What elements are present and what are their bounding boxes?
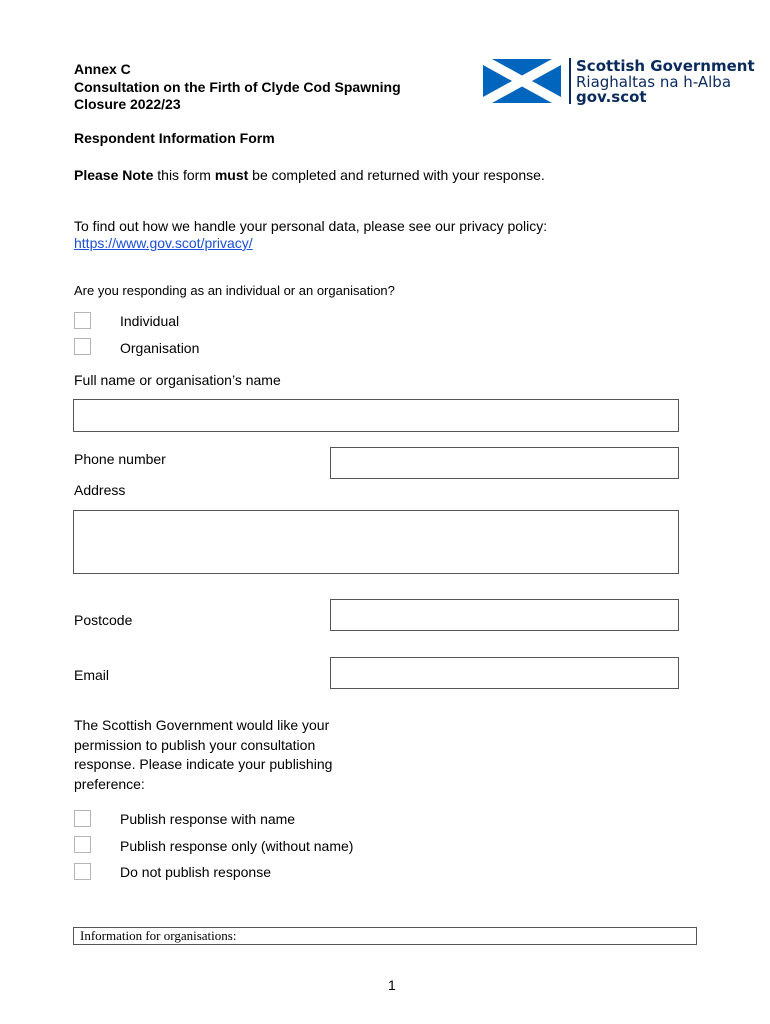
page-number: 1 [388,977,396,993]
please-note-label: Please Note [74,167,154,183]
do-not-publish-checkbox[interactable] [74,863,91,880]
scottish-government-logo [483,57,770,105]
organisation-option-label: Organisation [120,340,200,356]
logo-divider [569,58,571,104]
individual-option-label: Individual [120,313,180,329]
respondent-type-question: Are you responding as an individual or an organisation? [74,283,395,298]
consultation-title-line1: Consultation on the Firth of Clyde Cod Spawning [74,78,401,95]
publishing-text-line4: preference: [74,775,145,792]
email-field[interactable] [330,657,679,689]
saltire-flag-icon [483,59,561,103]
privacy-link[interactable]: https://www.gov.scot/privacy/ [74,235,253,251]
consultation-title-line2: Closure 2022/23 [74,96,181,112]
full-name-label: Full name or organisation’s name [74,372,281,388]
email-label: Email [74,667,110,683]
publish-with-name-checkbox[interactable] [74,810,91,827]
publishing-text-line1: The Scottish Government would like your [74,717,330,733]
full-name-field[interactable] [73,399,679,432]
address-field[interactable] [73,510,679,574]
logo-text-gaelic: Riaghaltas na h-Alba [576,73,732,91]
please-note-must: must [214,167,249,183]
do-not-publish-label: Do not publish response [120,864,271,880]
publish-without-name-label: Publish response only (without name) [120,838,354,854]
please-note-end: be completed and returned with your response. [248,167,545,183]
please-note-text [74,167,545,184]
logo-text-english: Scottish Government [576,57,755,75]
document-header [74,61,454,114]
publish-with-name-label: Publish response with name [120,811,296,827]
postcode-field[interactable] [330,599,679,631]
postcode-label: Postcode [74,612,133,628]
organisations-info-box: Information for organisations: [73,927,697,945]
please-note-mid: this form [153,167,215,183]
individual-checkbox[interactable] [74,312,91,329]
publishing-text-line2: permission to publish your consultation [74,736,316,753]
publishing-text-line3: response. Please indicate your publishing [74,756,333,772]
publish-without-name-checkbox[interactable] [74,836,91,853]
phone-label: Phone number [74,451,166,467]
privacy-text: To find out how we handle your personal data, please see our privacy policy: [74,218,548,234]
publishing-preference-text [74,716,374,794]
logo-text-domain: gov.scot [576,88,647,106]
annex-label: Annex C [74,61,131,77]
form-heading: Respondent Information Form [74,130,275,146]
organisation-checkbox[interactable] [74,338,91,355]
phone-field[interactable] [330,447,679,479]
address-label: Address [74,482,126,498]
